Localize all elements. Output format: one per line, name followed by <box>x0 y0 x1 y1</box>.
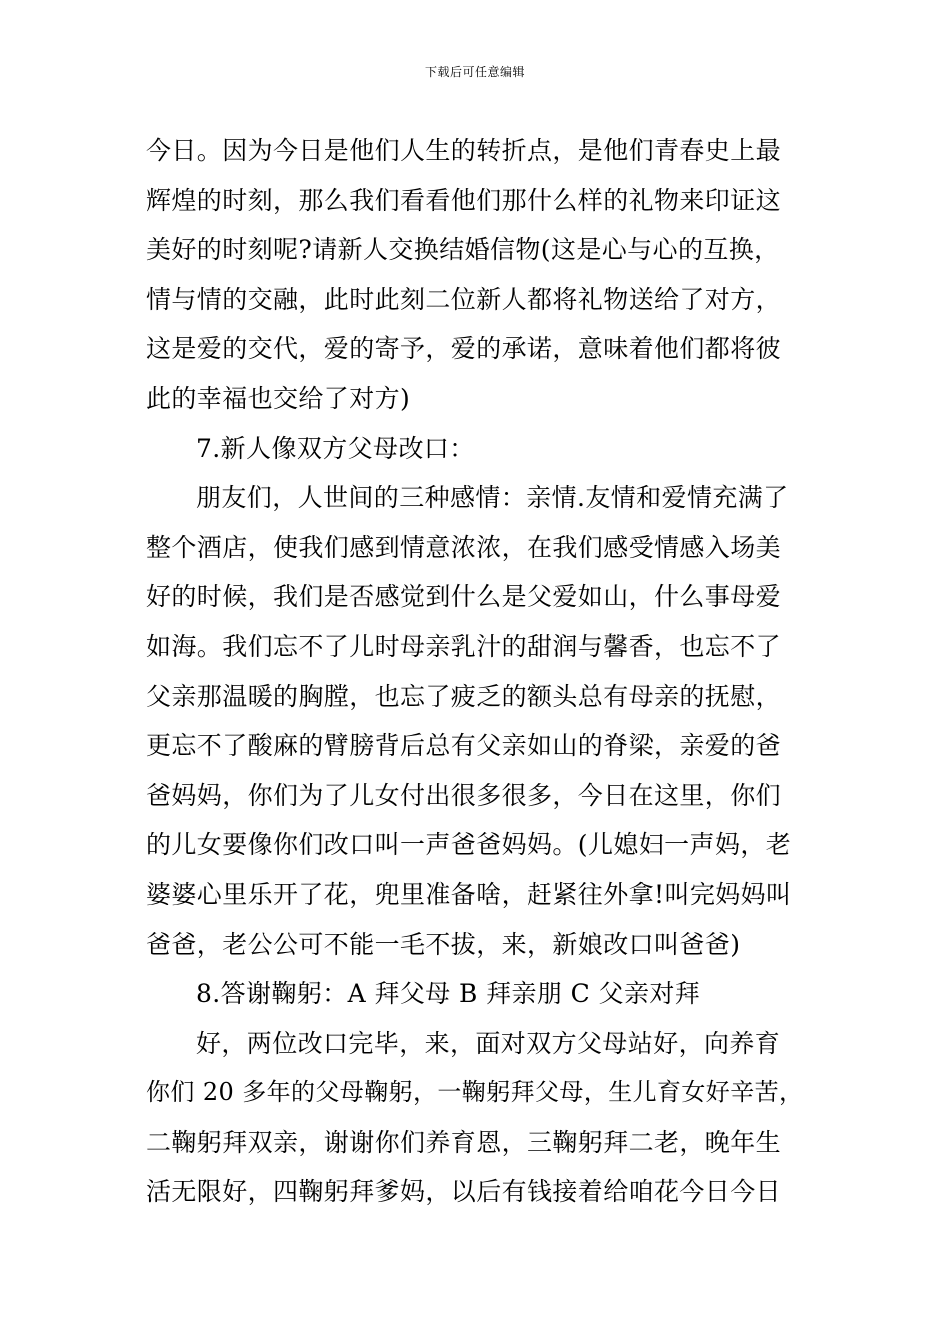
text-line: 美好的时刻呢?请新人交换结婚信物(这是心与心的互换， <box>146 235 780 265</box>
text-line: 好，两位改口完毕，来，面对双方父母站好，向养育 <box>196 1028 781 1058</box>
text-line: 情与情的交融，此时此刻二位新人都将礼物送给了对方， <box>146 284 782 314</box>
text-line: 好的时候，我们是否感觉到什么是父爱如山，什么事母爱 <box>146 582 782 612</box>
text-line: 的儿女要像你们改口叫一声爸爸妈妈。(儿媳妇一声妈，老 <box>146 830 792 860</box>
text-line: 辉煌的时刻，那么我们看看他们那什么样的礼物来印证这 <box>146 185 782 215</box>
text-line: 活无限好，四鞠躬拜爹妈，以后有钱接着给咱花今日今日 <box>146 1177 782 1207</box>
text-line: 7.新人像双方父母改口： <box>196 433 475 463</box>
text-line: 父亲那温暖的胸膛，也忘了疲乏的额头总有母亲的抚慰， <box>146 681 782 711</box>
page-header: 下载后可任意编辑 <box>424 65 525 79</box>
text-line: 爸妈妈，你们为了儿女付出很多很多，今日在这里，你们 <box>146 780 782 810</box>
text-line: 这是爱的交代，爱的寄予，爱的承诺，意味着他们都将彼 <box>146 334 782 364</box>
text-line: 更忘不了酸麻的臂膀背后总有父亲如山的脊梁，亲爱的爸 <box>146 731 782 761</box>
text-line: 朋友们，人世间的三种感情：亲情.友情和爱情充满了 <box>196 483 789 513</box>
text-line: 婆婆心里乐开了花，兜里准备啥，赶紧往外拿!叫完妈妈叫 <box>146 879 792 909</box>
text-line: 此的幸福也交给了对方) <box>146 383 411 413</box>
text-line: 爸爸，老公公可不能一毛不拔，来，新娘改口叫爸爸) <box>146 929 741 959</box>
text-line: 如海。我们忘不了儿时母亲乳汁的甜润与馨香，也忘不了 <box>146 631 782 661</box>
document-body <box>146 126 811 1217</box>
text-line: 8.答谢鞠躬：A 拜父母 B 拜亲朋 C 父亲对拜 <box>196 979 701 1009</box>
text-line: 整个酒店，使我们感到情意浓浓，在我们感受情感入场美 <box>146 532 782 562</box>
text-line: 二鞠躬拜双亲，谢谢你们养育恩，三鞠躬拜二老，晚年生 <box>146 1127 782 1157</box>
text-line: 你们 20 多年的父母鞠躬，一鞠躬拜父母，生儿育女好辛苦， <box>146 1078 804 1107</box>
text-line: 今日。因为今日是他们人生的转折点，是他们青春史上最 <box>146 136 782 165</box>
